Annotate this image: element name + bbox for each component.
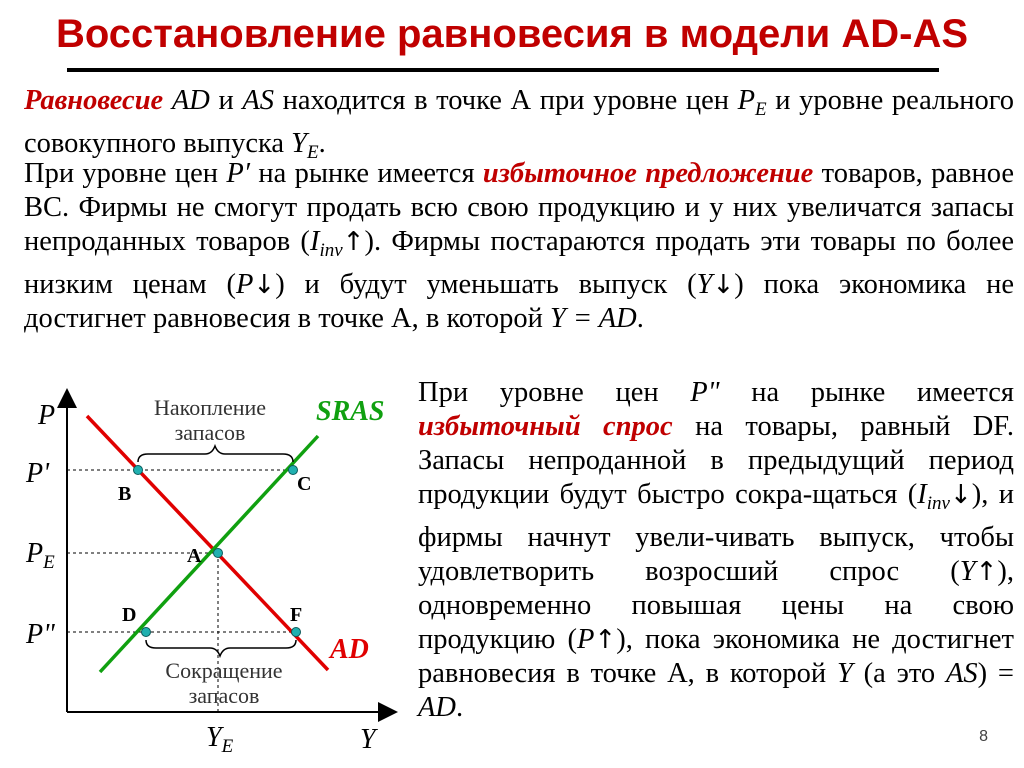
label-ye-sub: E [221,736,234,757]
text-span: ), одновременно повышая цены на свою продукцию ( [418,556,1014,655]
text-span: товаров, равное ВС. Фирмы не смогут продать всю свою продукцию и у них увеличатся запасы непроданных товаров ( [24,158,1015,257]
text-span: ) и будут уменьшать выпуск ( [275,269,697,300]
text-span: ). Фирмы постараются продать эти товары по более низким ценам ( [24,226,1014,300]
label-sras: SRAS [316,396,385,427]
formula-y-ad: Y = AD [549,303,637,334]
label-point-a: A [187,545,202,567]
text-span: ) пока экономика не достигнет равновесия в точке А, в которой [24,269,1014,334]
term-as: AS [242,85,275,116]
point-f-marker [292,628,301,637]
arrow-down-icon: ↓ [253,270,276,300]
text-span: При уровне цен [418,377,691,408]
symbol-y: Y [837,658,853,689]
label-point-b: B [118,483,132,505]
symbol-i: I [917,479,927,510]
symbol-i: I [309,226,320,257]
text-span: ) = [977,658,1014,689]
text-span: на рынке имеется [719,377,1014,408]
arrow-up-icon: ↑ [975,557,998,587]
subscript-e: E [307,142,319,163]
accumulation-brace [138,446,293,462]
text-span: на товары, равный DF. Запасы непроданной в предыдущий период продукции будут быстро сокра-щаться ( [418,411,1014,510]
reduction-brace [146,640,296,656]
label-p-double: P" [26,619,55,650]
label-point-c: C [297,473,312,495]
term-ad: AD [418,692,456,723]
symbol-p-double: P" [690,377,720,408]
caption-reduction-2: запасов [188,683,260,708]
point-b-marker [134,466,143,475]
caption-accumulation-1: Накопление [153,395,267,420]
symbol-y: Y [696,269,713,300]
symbol-p: P [235,269,254,300]
point-a-marker [214,549,223,558]
term-equilibrium: Равновесие [24,85,164,116]
symbol-p: P [576,624,595,655]
text-span: ), и фирмы начнут увели-чивать выпуск, чтобы удовлетворить возросший спрос ( [418,479,1014,587]
symbol-y: Y [959,556,976,587]
term-ad: AD [171,85,210,116]
label-point-f: F [290,604,303,626]
symbol-y: Y [291,128,308,159]
text-span: . [456,692,464,723]
caption-accumulation-2: запасов [174,420,246,445]
text-span: и [209,85,243,116]
label-pe-main: P [26,538,44,569]
axis-label-y: Y [360,724,376,755]
term-as: AS [945,658,978,689]
label-point-d: D [122,604,137,626]
text-span: . [318,128,326,159]
text-span: (а это [852,658,946,689]
text-span: . [636,303,644,334]
axis-label-p: P [38,400,56,431]
arrow-down-icon: ↓ [949,480,972,510]
subscript-e: E [755,99,767,120]
point-d-marker [142,628,151,637]
symbol-p: P [737,85,756,116]
arrow-up-icon: ↑ [594,625,617,655]
label-pe [25,538,55,573]
page-number: 8 [979,728,988,745]
label-ye-main: Y [206,722,222,753]
label-ad: AD [330,634,369,665]
label-pe-sub: E [43,552,55,573]
arrow-up-icon: ↑ [342,227,365,257]
term-excess-demand: избыточный спрос [418,411,673,442]
label-p-prime: P' [26,458,50,489]
text-span: При уровне цен [24,158,227,189]
text-span: и уровне реального совокупного выпуска [24,85,1014,159]
symbol-p-prime: P′ [226,158,251,189]
text-span: находится в точке А при уровне цен [274,85,738,116]
text-span: на рынке имеется [250,158,483,189]
label-ye [206,722,234,757]
text-span: ), пока экономика не достигнет равновесия в точке А, в которой [418,624,1014,689]
arrow-down-icon: ↓ [712,270,735,300]
slide-title: Восстановление равновесия в модели AD-AS [55,12,969,56]
subscript-inv: inv [926,493,950,514]
term-excess-supply: избыточное предложение [482,158,814,189]
sras-curve [100,436,318,672]
caption-reduction-1: Сокращение [165,658,283,683]
subscript-inv: inv [319,240,343,261]
